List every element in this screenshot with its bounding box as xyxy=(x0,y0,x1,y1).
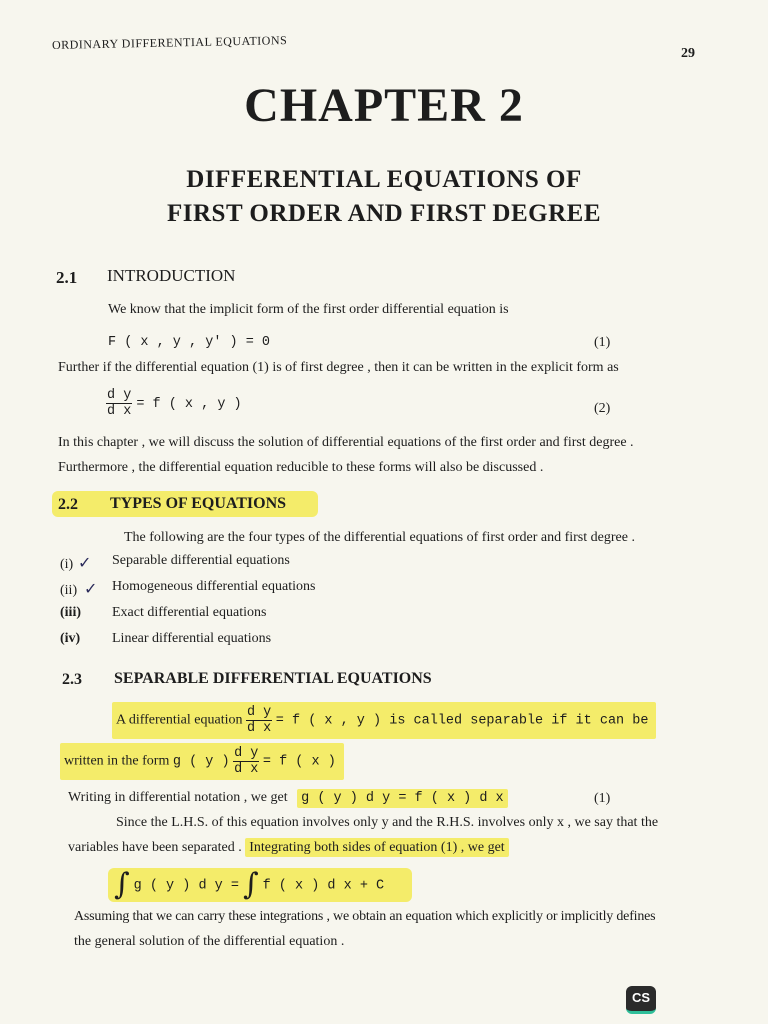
section-2-1-number: 2.1 xyxy=(56,268,78,287)
explanation-line-2 xyxy=(68,840,509,856)
equation-2-label: (2) xyxy=(594,401,611,416)
definition-text-b: = f ( x ) xyxy=(262,754,336,770)
list-marker: (iii) xyxy=(60,605,81,620)
dy-dx-fraction xyxy=(106,388,132,419)
checkmark-icon: ✓ xyxy=(84,581,98,598)
separable-definition-line-1 xyxy=(112,702,656,739)
fraction-denominator: d x xyxy=(246,721,272,736)
page-number: 29 xyxy=(681,46,695,61)
intro-paragraph-2: Further if the differential equation (1) is of first degree , then it can be written in the explicit form as xyxy=(58,360,619,375)
fraction-denominator: d x xyxy=(234,762,259,777)
chapter-title-line1: DIFFERENTIAL EQUATIONS OF xyxy=(186,166,582,193)
list-item xyxy=(60,631,272,657)
differential-notation-line xyxy=(68,790,508,806)
section-2-3-heading: SEPARABLE DIFFERENTIAL EQUATIONS xyxy=(114,670,432,687)
integral-rhs: f ( x ) d x + C xyxy=(262,878,385,894)
differential-notation-text: Writing in differential notation , we get xyxy=(68,790,288,805)
dy-dx-fraction xyxy=(246,705,272,736)
chapter-title-line2: FIRST ORDER AND FIRST DEGREE xyxy=(166,200,601,227)
integration-instruction: Integrating both sides of equation (1) , we get xyxy=(245,838,508,857)
separable-definition-line-2 xyxy=(60,743,344,780)
checkmark-icon: ✓ xyxy=(78,555,92,572)
equation-implicit-form: F ( x , y , y′ ) = 0 xyxy=(108,335,271,350)
explanation-line-1: Since the L.H.S. of this equation involves only y and the R.H.S. involves only x , we say that the xyxy=(116,815,659,830)
g-of-y: g ( y ) xyxy=(172,754,230,770)
dy-dx-fraction xyxy=(233,746,259,777)
list-item xyxy=(60,553,290,579)
camscanner-logo-text: CS xyxy=(631,990,651,1005)
list-text: Separable differential equations xyxy=(112,553,290,568)
definition-text-a: A differential equation xyxy=(116,712,243,728)
intro-paragraph-1: We know that the implicit form of the first order differential equation is xyxy=(108,302,509,317)
camscanner-badge xyxy=(626,986,656,1014)
integral-sign-lhs: ∫ xyxy=(114,867,130,902)
section-2-1-heading: INTRODUCTION xyxy=(107,266,236,285)
list-marker: (ii) xyxy=(60,583,78,598)
list-text: Homogeneous differential equations xyxy=(112,579,316,594)
separated-equation-label: (1) xyxy=(594,791,611,806)
equation-rhs: = f ( x , y ) xyxy=(136,397,242,413)
conclusion-line-2: the general solution of the differential equation . xyxy=(74,934,345,949)
section-2-2-number: 2.2 xyxy=(58,496,78,513)
list-item xyxy=(60,579,316,605)
equation-explicit-form xyxy=(106,388,242,419)
integrated-equation xyxy=(108,868,412,902)
separated-equation: g ( y ) d y = f ( x ) d x xyxy=(297,789,508,808)
conclusion-line-1: Assuming that we can carry these integrations , we obtain an equation which explicitly or implicitly defines xyxy=(74,909,656,924)
list-marker: (iv) xyxy=(60,631,81,646)
list-text: Linear differential equations xyxy=(112,631,272,646)
fraction-numerator: d y xyxy=(246,705,272,720)
explanation-text-a: variables have been separated . xyxy=(68,840,242,855)
list-text: Exact differential equations xyxy=(112,605,267,620)
fraction-numerator: d y xyxy=(107,388,132,403)
chapter-label: CHAPTER 2 xyxy=(244,79,524,132)
intro-paragraph-4: Furthermore , the differential equation reducible to these forms will also be discussed . xyxy=(58,460,544,475)
running-title: ORDINARY DIFFERENTIAL EQUATIONS xyxy=(51,33,288,52)
intro-paragraph-3: In this chapter , we will discuss the solution of differential equations of the first order and first degree . xyxy=(58,435,634,450)
definition-text-a: written in the form xyxy=(64,753,170,769)
definition-text-b: = f ( x , y ) is called separable if it can be xyxy=(275,713,649,729)
fraction-numerator: d y xyxy=(234,746,259,761)
list-item xyxy=(60,605,267,631)
fraction-denominator: d x xyxy=(107,404,132,419)
section-2-2-heading: TYPES OF EQUATIONS xyxy=(110,495,287,512)
integral-sign-rhs: ∫ xyxy=(242,867,259,902)
types-list xyxy=(60,553,316,657)
equation-1-label: (1) xyxy=(594,335,611,350)
list-marker: (i) xyxy=(60,557,74,572)
section-2-3-number: 2.3 xyxy=(62,671,82,688)
integral-lhs: g ( y ) d y = xyxy=(133,878,239,894)
types-intro: The following are the four types of the differential equations of first order and first degree . xyxy=(124,530,635,545)
